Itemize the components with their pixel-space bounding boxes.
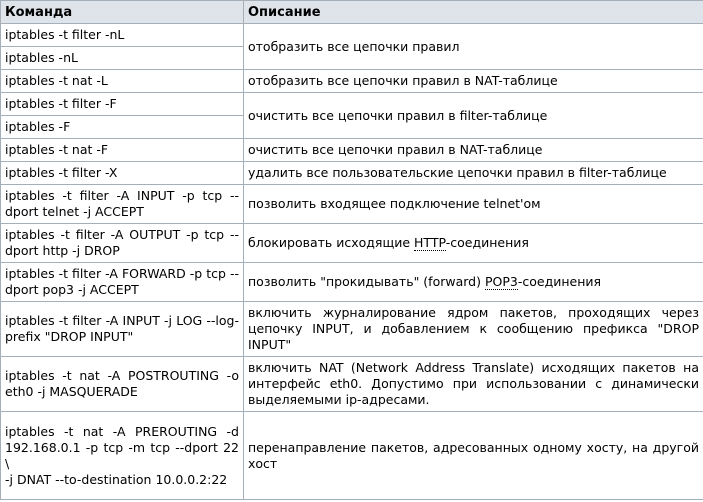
command-cell: iptables -t nat -F [1, 139, 244, 162]
table-row [1, 24, 703, 47]
table-row [1, 412, 703, 500]
table-row [1, 224, 703, 263]
table-row [1, 302, 703, 357]
table-row [1, 162, 703, 185]
description-cell [244, 263, 703, 302]
description-cell: удалить все пользовательские цепочки правил в filter-таблице [244, 162, 703, 185]
description-cell [244, 224, 703, 263]
description-text: блокировать исходящие [248, 235, 415, 250]
command-cell [1, 412, 244, 500]
table-row [1, 70, 703, 93]
command-cell: iptables -nL [1, 47, 244, 70]
abbreviation-pop3: POP3 [484, 274, 518, 289]
command-cell: iptables -F [1, 116, 244, 139]
command-cell: iptables -t filter -nL [1, 24, 244, 47]
command-line: iptables -t nat -A PREROUTING -d 192.168.0.1 -p tcp -m tcp --dport 22 \ [5, 423, 239, 471]
table-row [1, 185, 703, 224]
description-text: позволить "прокидывать" (forward) [248, 274, 485, 289]
table-row [1, 357, 703, 412]
column-header-command: Команда [1, 1, 244, 24]
command-cell: iptables -t filter -A FORWARD -p tcp --dport pop3 -j ACCEPT [1, 263, 244, 302]
description-text: -соединения [517, 274, 602, 289]
command-cell: iptables -t nat -A POSTROUTING -o eth0 -j MASQUERADE [1, 357, 244, 412]
command-cell: iptables -t filter -A INPUT -p tcp --dport telnet -j ACCEPT [1, 185, 244, 224]
description-cell: позволить входящее подключение telnet'ом [244, 185, 703, 224]
table-row [1, 93, 703, 116]
command-cell: iptables -t filter -A OUTPUT -p tcp --dport http -j DROP [1, 224, 244, 263]
description-cell: включить NAT (Network Address Translate) исходящих пакетов на интерфейс eth0. Допустимо при использовании с динамически выделяемыми ip-адресами. [244, 357, 703, 412]
command-cell: iptables -t filter -F [1, 93, 244, 116]
table-row [1, 263, 703, 302]
table-row [1, 139, 703, 162]
description-cell: отобразить все цепочки правил [244, 24, 703, 70]
description-text: -соединения [445, 235, 529, 250]
description-cell: отобразить все цепочки правил в NAT-таблице [244, 70, 703, 93]
table-header-row [1, 1, 703, 24]
command-cell: iptables -t nat -L [1, 70, 244, 93]
command-cell: iptables -t filter -X [1, 162, 244, 185]
command-line: -j DNAT --to-destination 10.0.0.2:22 [5, 471, 228, 487]
description-cell: очистить все цепочки правил в filter-таблице [244, 93, 703, 139]
column-header-description: Описание [244, 1, 703, 24]
command-cell: iptables -t filter -A INPUT -j LOG --log-prefix "DROP INPUT" [1, 302, 244, 357]
description-cell: перенаправление пакетов, адресованных одному хосту, на другой хост [244, 412, 703, 500]
description-cell: очистить все цепочки правил в NAT-таблице [244, 139, 703, 162]
abbreviation-http: HTTP [414, 235, 446, 250]
description-cell: включить журналирование ядром пакетов, проходящих через цепочку INPUT, и добавлением к сообщению префикса "DROP INPUT" [244, 302, 703, 357]
